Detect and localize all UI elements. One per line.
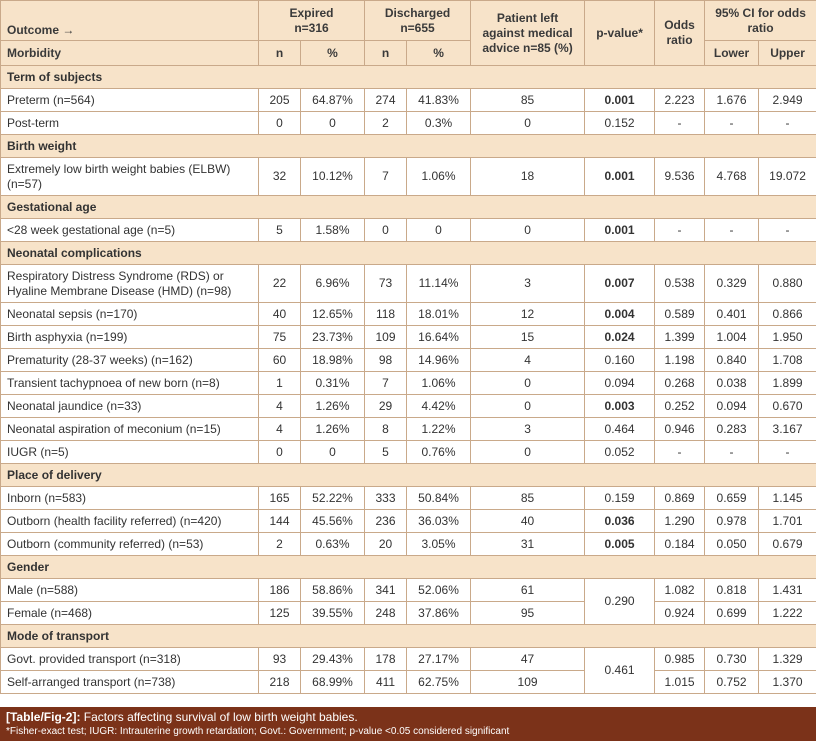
table-row bbox=[1, 487, 816, 510]
row-label: Outborn (community referred) (n=53) bbox=[1, 533, 259, 556]
expired-pct-cell: 45.56% bbox=[301, 510, 365, 533]
table-row bbox=[1, 372, 816, 395]
expired-label: Expired bbox=[289, 5, 334, 20]
p-value-cell: 0.159 bbox=[585, 487, 655, 510]
expired-n-cell: 125 bbox=[259, 602, 301, 625]
expired-pct-cell: 18.98% bbox=[301, 349, 365, 372]
table-row bbox=[1, 158, 816, 196]
row-label: Respiratory Distress Syndrome (RDS) or Hyaline Membrane Disease (HMD) (n=98) bbox=[1, 265, 259, 303]
ci-upper-cell: 2.949 bbox=[759, 89, 816, 112]
p-value-cell: 0.004 bbox=[585, 303, 655, 326]
discharged-n-cell: 8 bbox=[365, 418, 407, 441]
expired-pct-cell: 0.63% bbox=[301, 533, 365, 556]
expired-header bbox=[259, 1, 365, 41]
discharged-pct-cell: 14.96% bbox=[407, 349, 471, 372]
ci-upper-cell: 0.679 bbox=[759, 533, 816, 556]
expired-pct-cell: 1.58% bbox=[301, 219, 365, 242]
caption-label: [Table/Fig-2]: bbox=[6, 710, 81, 724]
ci-upper-col: Upper bbox=[759, 41, 816, 66]
odds-ratio-cell: 1.198 bbox=[655, 349, 705, 372]
outcome-header: Outcome → bbox=[1, 1, 259, 41]
lama-cell: 18 bbox=[471, 158, 585, 196]
discharged-header bbox=[365, 1, 471, 41]
p-value-cell: 0.036 bbox=[585, 510, 655, 533]
expired-pct-cell: 1.26% bbox=[301, 395, 365, 418]
ci-lower-cell: - bbox=[705, 112, 759, 135]
section-header-row bbox=[1, 464, 816, 487]
table-row bbox=[1, 89, 816, 112]
header-row-1 bbox=[1, 1, 816, 41]
discharged-n: n=655 bbox=[400, 20, 435, 35]
row-label: Preterm (n=564) bbox=[1, 89, 259, 112]
table-caption bbox=[0, 707, 816, 741]
discharged-pct-cell: 0.76% bbox=[407, 441, 471, 464]
section-title: Birth weight bbox=[1, 135, 816, 158]
table-row bbox=[1, 441, 816, 464]
discharged-pct-cell: 0 bbox=[407, 219, 471, 242]
table-row bbox=[1, 418, 816, 441]
expired-pct-cell: 64.87% bbox=[301, 89, 365, 112]
section-header-row bbox=[1, 196, 816, 219]
lama-cell: 0 bbox=[471, 372, 585, 395]
table-row bbox=[1, 326, 816, 349]
row-label: <28 week gestational age (n=5) bbox=[1, 219, 259, 242]
discharged-n-cell: 341 bbox=[365, 579, 407, 602]
section-header-row bbox=[1, 556, 816, 579]
ci-upper-cell: - bbox=[759, 219, 816, 242]
expired-n-cell: 4 bbox=[259, 418, 301, 441]
ci-upper-cell: 1.431 bbox=[759, 579, 816, 602]
expired-pct-cell: 0.31% bbox=[301, 372, 365, 395]
discharged-n-col: n bbox=[365, 41, 407, 66]
discharged-n-cell: 109 bbox=[365, 326, 407, 349]
expired-n-cell: 0 bbox=[259, 441, 301, 464]
discharged-pct-cell: 4.42% bbox=[407, 395, 471, 418]
section-title: Mode of transport bbox=[1, 625, 816, 648]
lama-header: Patient left against medical advice n=85 (%) bbox=[471, 1, 585, 66]
table-row bbox=[1, 349, 816, 372]
odds-ratio-cell: 0.184 bbox=[655, 533, 705, 556]
ci-upper-cell: 1.701 bbox=[759, 510, 816, 533]
ci-lower-cell: 0.283 bbox=[705, 418, 759, 441]
row-label: IUGR (n=5) bbox=[1, 441, 259, 464]
expired-n-cell: 144 bbox=[259, 510, 301, 533]
ci-lower-cell: 0.818 bbox=[705, 579, 759, 602]
expired-n-cell: 75 bbox=[259, 326, 301, 349]
expired-n-cell: 186 bbox=[259, 579, 301, 602]
ci-lower-cell: 1.676 bbox=[705, 89, 759, 112]
row-label: Extremely low birth weight babies (ELBW) (n=57) bbox=[1, 158, 259, 196]
odds-ratio-cell: 0.538 bbox=[655, 265, 705, 303]
expired-pct-cell: 68.99% bbox=[301, 671, 365, 694]
ci-upper-cell: 0.670 bbox=[759, 395, 816, 418]
p-value-cell: 0.160 bbox=[585, 349, 655, 372]
discharged-n-cell: 7 bbox=[365, 158, 407, 196]
discharged-n-cell: 274 bbox=[365, 89, 407, 112]
discharged-pct-cell: 1.22% bbox=[407, 418, 471, 441]
discharged-n-cell: 333 bbox=[365, 487, 407, 510]
ci-upper-cell: 0.866 bbox=[759, 303, 816, 326]
row-label: Neonatal jaundice (n=33) bbox=[1, 395, 259, 418]
discharged-n-cell: 20 bbox=[365, 533, 407, 556]
lama-cell: 95 bbox=[471, 602, 585, 625]
discharged-pct-col: % bbox=[407, 41, 471, 66]
ci-lower-cell: 0.699 bbox=[705, 602, 759, 625]
odds-ratio-cell: 1.082 bbox=[655, 579, 705, 602]
ci-upper-cell: 1.370 bbox=[759, 671, 816, 694]
ci-upper-cell: - bbox=[759, 441, 816, 464]
discharged-pct-cell: 52.06% bbox=[407, 579, 471, 602]
ci-upper-cell: 19.072 bbox=[759, 158, 816, 196]
row-label: Inborn (n=583) bbox=[1, 487, 259, 510]
odds-ratio-cell: 2.223 bbox=[655, 89, 705, 112]
odds-ratio-cell: 1.015 bbox=[655, 671, 705, 694]
p-value-cell: 0.007 bbox=[585, 265, 655, 303]
discharged-pct-cell: 1.06% bbox=[407, 158, 471, 196]
ci-header: 95% CI for odds ratio bbox=[705, 1, 816, 41]
ci-lower-cell: - bbox=[705, 219, 759, 242]
discharged-pct-cell: 18.01% bbox=[407, 303, 471, 326]
p-value-cell: 0.024 bbox=[585, 326, 655, 349]
expired-n-cell: 1 bbox=[259, 372, 301, 395]
row-label: Female (n=468) bbox=[1, 602, 259, 625]
odds-header: Odds ratio bbox=[655, 1, 705, 66]
row-label: Self-arranged transport (n=738) bbox=[1, 671, 259, 694]
caption-title bbox=[6, 709, 810, 725]
table-body bbox=[1, 66, 816, 694]
discharged-pct-cell: 62.75% bbox=[407, 671, 471, 694]
row-label: Outborn (health facility referred) (n=420) bbox=[1, 510, 259, 533]
ci-lower-cell: 0.659 bbox=[705, 487, 759, 510]
expired-pct-cell: 52.22% bbox=[301, 487, 365, 510]
p-value-cell: 0.001 bbox=[585, 89, 655, 112]
table-row bbox=[1, 303, 816, 326]
ci-upper-cell: 0.880 bbox=[759, 265, 816, 303]
lama-cell: 47 bbox=[471, 648, 585, 671]
discharged-pct-cell: 1.06% bbox=[407, 372, 471, 395]
expired-n-cell: 165 bbox=[259, 487, 301, 510]
section-title: Neonatal complications bbox=[1, 242, 816, 265]
odds-ratio-cell: 0.985 bbox=[655, 648, 705, 671]
section-header-row bbox=[1, 625, 816, 648]
expired-n-cell: 22 bbox=[259, 265, 301, 303]
lama-cell: 0 bbox=[471, 395, 585, 418]
section-header-row bbox=[1, 242, 816, 265]
expired-n-cell: 218 bbox=[259, 671, 301, 694]
discharged-n-cell: 118 bbox=[365, 303, 407, 326]
lama-cell: 40 bbox=[471, 510, 585, 533]
table-row bbox=[1, 579, 816, 602]
row-label: Neonatal sepsis (n=170) bbox=[1, 303, 259, 326]
row-label: Govt. provided transport (n=318) bbox=[1, 648, 259, 671]
expired-pct-cell: 0 bbox=[301, 112, 365, 135]
pvalue-header: p-value* bbox=[585, 1, 655, 66]
lama-cell: 31 bbox=[471, 533, 585, 556]
discharged-n-cell: 248 bbox=[365, 602, 407, 625]
section-header-row bbox=[1, 135, 816, 158]
p-value-cell: 0.003 bbox=[585, 395, 655, 418]
odds-ratio-cell: - bbox=[655, 441, 705, 464]
p-value-cell: 0.464 bbox=[585, 418, 655, 441]
expired-n-col: n bbox=[259, 41, 301, 66]
expired-pct-cell: 6.96% bbox=[301, 265, 365, 303]
row-label: Transient tachypnoea of new born (n=8) bbox=[1, 372, 259, 395]
ci-lower-cell: 0.094 bbox=[705, 395, 759, 418]
lama-cell: 0 bbox=[471, 112, 585, 135]
table-row bbox=[1, 671, 816, 694]
ci-upper-cell: 1.329 bbox=[759, 648, 816, 671]
odds-ratio-cell: 9.536 bbox=[655, 158, 705, 196]
section-header-row bbox=[1, 66, 816, 89]
section-title: Gender bbox=[1, 556, 816, 579]
ci-lower-col: Lower bbox=[705, 41, 759, 66]
expired-n-cell: 0 bbox=[259, 112, 301, 135]
table-row bbox=[1, 533, 816, 556]
lama-cell: 15 bbox=[471, 326, 585, 349]
odds-ratio-cell: - bbox=[655, 219, 705, 242]
section-title: Term of subjects bbox=[1, 66, 816, 89]
odds-ratio-cell: 0.924 bbox=[655, 602, 705, 625]
discharged-n-cell: 98 bbox=[365, 349, 407, 372]
expired-n: n=316 bbox=[294, 20, 329, 35]
expired-pct-cell: 58.86% bbox=[301, 579, 365, 602]
expired-n-cell: 40 bbox=[259, 303, 301, 326]
discharged-pct-cell: 36.03% bbox=[407, 510, 471, 533]
discharged-pct-cell: 27.17% bbox=[407, 648, 471, 671]
expired-n-cell: 60 bbox=[259, 349, 301, 372]
expired-n-cell: 32 bbox=[259, 158, 301, 196]
row-label: Birth asphyxia (n=199) bbox=[1, 326, 259, 349]
discharged-pct-cell: 50.84% bbox=[407, 487, 471, 510]
p-value-cell: 0.001 bbox=[585, 158, 655, 196]
odds-ratio-cell: 1.290 bbox=[655, 510, 705, 533]
odds-ratio-cell: 1.399 bbox=[655, 326, 705, 349]
lama-cell: 109 bbox=[471, 671, 585, 694]
discharged-pct-cell: 0.3% bbox=[407, 112, 471, 135]
lama-cell: 0 bbox=[471, 441, 585, 464]
discharged-n-cell: 178 bbox=[365, 648, 407, 671]
discharged-pct-cell: 41.83% bbox=[407, 89, 471, 112]
discharged-n-cell: 29 bbox=[365, 395, 407, 418]
odds-ratio-cell: 0.252 bbox=[655, 395, 705, 418]
discharged-pct-cell: 11.14% bbox=[407, 265, 471, 303]
p-value-cell: 0.461 bbox=[585, 648, 655, 694]
discharged-n-cell: 2 bbox=[365, 112, 407, 135]
expired-pct-cell: 0 bbox=[301, 441, 365, 464]
lama-cell: 0 bbox=[471, 219, 585, 242]
ci-lower-cell: 0.752 bbox=[705, 671, 759, 694]
expired-pct-cell: 10.12% bbox=[301, 158, 365, 196]
table-row bbox=[1, 265, 816, 303]
table-row bbox=[1, 510, 816, 533]
ci-upper-cell: - bbox=[759, 112, 816, 135]
p-value-cell: 0.094 bbox=[585, 372, 655, 395]
ci-upper-cell: 1.222 bbox=[759, 602, 816, 625]
lama-cell: 3 bbox=[471, 265, 585, 303]
caption-text: Factors affecting survival of low birth weight babies. bbox=[80, 710, 358, 724]
expired-pct-cell: 1.26% bbox=[301, 418, 365, 441]
lama-cell: 85 bbox=[471, 487, 585, 510]
discharged-n-cell: 7 bbox=[365, 372, 407, 395]
odds-ratio-cell: 0.589 bbox=[655, 303, 705, 326]
expired-pct-cell: 29.43% bbox=[301, 648, 365, 671]
expired-n-cell: 205 bbox=[259, 89, 301, 112]
lama-cell: 85 bbox=[471, 89, 585, 112]
table-row bbox=[1, 112, 816, 135]
row-label: Male (n=588) bbox=[1, 579, 259, 602]
discharged-pct-cell: 16.64% bbox=[407, 326, 471, 349]
expired-n-cell: 93 bbox=[259, 648, 301, 671]
lama-cell: 12 bbox=[471, 303, 585, 326]
ci-lower-cell: 0.978 bbox=[705, 510, 759, 533]
discharged-pct-cell: 3.05% bbox=[407, 533, 471, 556]
expired-pct-cell: 23.73% bbox=[301, 326, 365, 349]
ci-lower-cell: 0.038 bbox=[705, 372, 759, 395]
morbidity-header: Morbidity bbox=[1, 41, 259, 66]
odds-ratio-cell: - bbox=[655, 112, 705, 135]
expired-n-cell: 5 bbox=[259, 219, 301, 242]
discharged-n-cell: 236 bbox=[365, 510, 407, 533]
ci-upper-cell: 1.950 bbox=[759, 326, 816, 349]
row-label: Neonatal aspiration of meconium (n=15) bbox=[1, 418, 259, 441]
lama-cell: 61 bbox=[471, 579, 585, 602]
p-value-cell: 0.001 bbox=[585, 219, 655, 242]
row-label: Prematurity (28-37 weeks) (n=162) bbox=[1, 349, 259, 372]
expired-pct-cell: 12.65% bbox=[301, 303, 365, 326]
discharged-n-cell: 411 bbox=[365, 671, 407, 694]
section-title: Gestational age bbox=[1, 196, 816, 219]
odds-ratio-cell: 0.869 bbox=[655, 487, 705, 510]
section-title: Place of delivery bbox=[1, 464, 816, 487]
odds-ratio-cell: 0.946 bbox=[655, 418, 705, 441]
table-row bbox=[1, 219, 816, 242]
discharged-n-cell: 0 bbox=[365, 219, 407, 242]
ci-lower-cell: - bbox=[705, 441, 759, 464]
expired-n-cell: 2 bbox=[259, 533, 301, 556]
discharged-n-cell: 73 bbox=[365, 265, 407, 303]
ci-lower-cell: 4.768 bbox=[705, 158, 759, 196]
ci-lower-cell: 0.730 bbox=[705, 648, 759, 671]
expired-pct-col: % bbox=[301, 41, 365, 66]
p-value-cell: 0.290 bbox=[585, 579, 655, 625]
table-row bbox=[1, 395, 816, 418]
lama-cell: 3 bbox=[471, 418, 585, 441]
table-row bbox=[1, 602, 816, 625]
ci-lower-cell: 1.004 bbox=[705, 326, 759, 349]
p-value-cell: 0.152 bbox=[585, 112, 655, 135]
odds-ratio-cell: 0.268 bbox=[655, 372, 705, 395]
expired-pct-cell: 39.55% bbox=[301, 602, 365, 625]
p-value-cell: 0.052 bbox=[585, 441, 655, 464]
caption-footnote: *Fisher-exact test; IUGR: Intrauterine growth retardation; Govt.: Government; p-value <0.05 considered significant bbox=[6, 726, 510, 737]
row-label: Post-term bbox=[1, 112, 259, 135]
ci-lower-cell: 0.329 bbox=[705, 265, 759, 303]
ci-upper-cell: 1.899 bbox=[759, 372, 816, 395]
ci-lower-cell: 0.401 bbox=[705, 303, 759, 326]
ci-lower-cell: 0.840 bbox=[705, 349, 759, 372]
ci-lower-cell: 0.050 bbox=[705, 533, 759, 556]
discharged-n-cell: 5 bbox=[365, 441, 407, 464]
expired-n-cell: 4 bbox=[259, 395, 301, 418]
p-value-cell: 0.005 bbox=[585, 533, 655, 556]
discharged-label: Discharged bbox=[384, 5, 451, 20]
discharged-pct-cell: 37.86% bbox=[407, 602, 471, 625]
ci-upper-cell: 1.145 bbox=[759, 487, 816, 510]
ci-upper-cell: 1.708 bbox=[759, 349, 816, 372]
table-row bbox=[1, 648, 816, 671]
lama-cell: 4 bbox=[471, 349, 585, 372]
ci-upper-cell: 3.167 bbox=[759, 418, 816, 441]
